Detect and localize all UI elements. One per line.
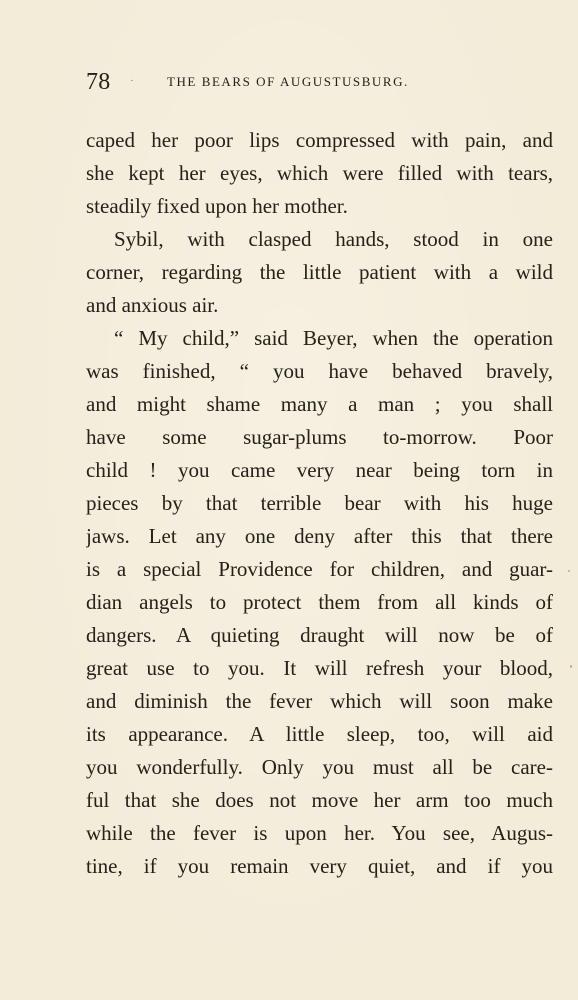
text-line: steadily fixed upon her mother.: [86, 194, 348, 218]
text-line: was finished, “ you have behaved bravely,: [86, 359, 553, 383]
text-line: great use to you. It will refresh your blood,: [86, 656, 553, 680]
text-line: “ My child,” said Beyer, when the operation: [114, 326, 553, 350]
text-line: dangers. A quieting draught will now be of: [86, 623, 553, 647]
text-line: dian angels to protect them from all kinds of: [86, 590, 553, 614]
text-line: its appearance. A little sleep, too, will aid: [86, 722, 553, 746]
text-line: is a special Providence for children, and guar-: [86, 557, 553, 581]
header-separator: ·: [130, 75, 134, 87]
text-line: you wonderfully. Only you must all be care-: [86, 755, 553, 779]
text-line: jaws. Let any one deny after this that there: [86, 524, 553, 548]
text-line: Sybil, with clasped hands, stood in one: [114, 227, 553, 251]
text-line: she kept her eyes, which were filled with tears,: [86, 161, 553, 185]
text-line: pieces by that terrible bear with his huge: [86, 491, 553, 515]
paper-speck: [568, 570, 570, 572]
page-header: [86, 68, 476, 98]
running-title: THE BEARS OF AUGUSTUSBURG.: [167, 74, 409, 89]
text-line: while the fever is upon her. You see, Augus-: [86, 821, 553, 845]
text-line: tine, if you remain very quiet, and if you: [86, 854, 553, 878]
text-line: corner, regarding the little patient with a wild: [86, 260, 553, 284]
text-line: have some sugar-plums to-morrow. Poor: [86, 425, 553, 449]
paper-speck: [570, 665, 572, 668]
text-line: and diminish the fever which will soon make: [86, 689, 553, 713]
text-line: caped her poor lips compressed with pain, and: [86, 128, 553, 152]
text-line: child ! you came very near being torn in: [86, 458, 553, 482]
text-line: and anxious air.: [86, 293, 219, 317]
page-number: 78: [86, 69, 111, 95]
text-line: and might shame many a man ; you shall: [86, 392, 553, 416]
body-text: [86, 124, 553, 883]
text-line: ful that she does not move her arm too much: [86, 788, 553, 812]
